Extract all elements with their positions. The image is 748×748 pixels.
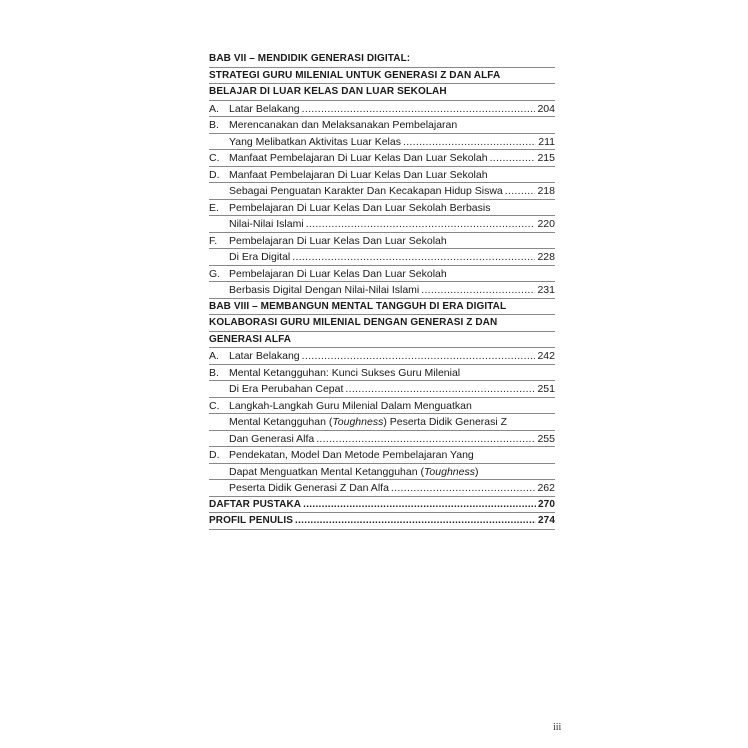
toc-entry[interactable] bbox=[209, 266, 555, 283]
entry-title: Pendekatan, Model Dan Metode Pembelajaran Yang bbox=[229, 449, 474, 461]
toc-entry[interactable] bbox=[209, 398, 555, 415]
entry-title bbox=[229, 414, 507, 431]
entry-page: 242 bbox=[537, 350, 555, 362]
chapter-heading bbox=[209, 315, 555, 332]
entry-letter: E. bbox=[209, 201, 219, 214]
entry-title-part: Dapat Menguatkan Mental Ketangguhan ( bbox=[229, 465, 424, 478]
dot-leader bbox=[303, 497, 536, 514]
entry-letter: C. bbox=[209, 399, 220, 412]
toc-entry[interactable] bbox=[209, 101, 555, 118]
toc-entry-continuation[interactable] bbox=[209, 134, 555, 151]
entry-letter: D. bbox=[209, 449, 220, 461]
entry-page: 262 bbox=[537, 482, 555, 494]
chapter-heading bbox=[209, 332, 555, 349]
dot-leader bbox=[302, 101, 536, 118]
toc-entry-continuation[interactable] bbox=[209, 431, 555, 448]
entry-letter: A. bbox=[209, 102, 219, 115]
dot-leader bbox=[292, 249, 535, 266]
toc-entry-continuation[interactable] bbox=[209, 216, 555, 233]
entry-title: Dan Generasi Alfa bbox=[229, 432, 315, 445]
entry-indent bbox=[209, 464, 229, 481]
entry-page: 228 bbox=[537, 251, 555, 263]
entry-letter: G. bbox=[209, 267, 221, 280]
toc-entry[interactable] bbox=[209, 348, 555, 365]
entry-title: Nilai-Nilai Islami bbox=[229, 218, 304, 230]
entry-title-part: Mental Ketangguhan ( bbox=[229, 416, 333, 428]
entry-indent bbox=[209, 381, 229, 398]
dot-leader bbox=[295, 513, 536, 530]
toc-entry[interactable] bbox=[209, 200, 555, 217]
entry-indent bbox=[209, 216, 229, 233]
entry-page: 270 bbox=[538, 498, 555, 510]
entry-page: 274 bbox=[538, 515, 555, 526]
chapter-title-line: BELAJAR DI LUAR KELAS DAN LUAR SEKOLAH bbox=[209, 86, 447, 97]
entry-letter: D. bbox=[209, 168, 220, 181]
entry-title: DAFTAR PUSTAKA bbox=[209, 498, 302, 510]
chapter-title-line: KOLABORASI GURU MILENIAL DENGAN GENERASI Z DAN bbox=[209, 317, 498, 328]
entry-indent bbox=[209, 431, 229, 448]
entry-title: Peserta Didik Generasi Z Dan Alfa bbox=[229, 482, 389, 494]
entry-title: Mental Ketangguhan: Kunci Sukses Guru Milenial bbox=[229, 366, 461, 379]
toc-entry-continuation[interactable] bbox=[209, 282, 555, 299]
entry-title: Di Era Digital bbox=[229, 251, 291, 263]
entry-page: 251 bbox=[537, 383, 555, 395]
dot-leader bbox=[403, 134, 536, 151]
entry-title: Langkah-Langkah Guru Milenial Dalam Menguatkan bbox=[229, 399, 472, 412]
toc-entry[interactable] bbox=[209, 150, 555, 167]
entry-indent bbox=[209, 480, 229, 497]
entry-title-part: ) bbox=[474, 465, 479, 478]
toc-entry[interactable] bbox=[209, 117, 555, 134]
toc-entry-daftar-pustaka[interactable] bbox=[209, 497, 555, 514]
chapter-heading bbox=[209, 299, 555, 316]
dot-leader bbox=[316, 431, 535, 448]
toc-entry[interactable] bbox=[209, 447, 555, 464]
page-number: iii bbox=[553, 722, 562, 733]
entry-indent bbox=[209, 183, 229, 200]
dot-leader bbox=[505, 183, 536, 200]
entry-letter: B. bbox=[209, 119, 219, 131]
chapter-heading bbox=[209, 84, 555, 101]
entry-title-italic: Toughness bbox=[423, 465, 475, 478]
toc-entry-profil-penulis[interactable] bbox=[209, 513, 555, 530]
entry-title: Pembelajaran Di Luar Kelas Dan Luar Sekolah Berbasis bbox=[229, 201, 491, 214]
table-of-contents bbox=[209, 51, 555, 530]
entry-title: Latar Belakang bbox=[229, 102, 300, 115]
toc-entry-continuation[interactable] bbox=[209, 414, 555, 431]
entry-title: Di Era Perubahan Cepat bbox=[229, 383, 344, 395]
toc-entry-continuation[interactable] bbox=[209, 480, 555, 497]
entry-title: Manfaat Pembelajaran Di Luar Kelas Dan Luar Sekolah bbox=[229, 152, 488, 164]
entry-title: Pembelajaran Di Luar Kelas Dan Luar Sekolah bbox=[229, 267, 447, 280]
entry-title-part: ) Peserta Didik Generasi Z bbox=[383, 416, 508, 428]
entry-title: Merencanakan dan Melaksanakan Pembelajaran bbox=[229, 119, 458, 131]
entry-indent bbox=[209, 134, 229, 151]
toc-entry-continuation[interactable] bbox=[209, 464, 555, 481]
chapter-heading bbox=[209, 51, 555, 68]
entry-title: Berbasis Digital Dengan Nilai-Nilai Islami bbox=[229, 284, 420, 296]
entry-page: 215 bbox=[537, 152, 555, 164]
entry-page: 220 bbox=[537, 218, 555, 230]
dot-leader bbox=[421, 282, 535, 299]
dot-leader bbox=[306, 216, 536, 233]
toc-entry[interactable] bbox=[209, 365, 555, 382]
chapter-title-line: BAB VIII – MEMBANGUN MENTAL TANGGUH DI ERA DIGITAL bbox=[209, 300, 507, 312]
entry-title: Latar Belakang bbox=[229, 350, 300, 362]
chapter-title-line: BAB VII – MENDIDIK GENERASI DIGITAL: bbox=[209, 53, 411, 64]
toc-entry-continuation[interactable] bbox=[209, 381, 555, 398]
entry-page: 255 bbox=[537, 432, 555, 445]
toc-entry-continuation[interactable] bbox=[209, 249, 555, 266]
entry-title: Yang Melibatkan Aktivitas Luar Kelas bbox=[229, 135, 401, 148]
entry-title: Sebagai Penguatan Karakter Dan Kecakapan Hidup Siswa bbox=[229, 185, 503, 197]
entry-indent bbox=[209, 282, 229, 299]
toc-entry-continuation[interactable] bbox=[209, 183, 555, 200]
dot-leader bbox=[302, 348, 536, 365]
entry-page: 218 bbox=[537, 185, 555, 197]
chapter-title-line: GENERASI ALFA bbox=[209, 333, 292, 345]
dot-leader bbox=[345, 381, 535, 398]
entry-page: 211 bbox=[538, 135, 555, 148]
entry-letter: A. bbox=[209, 350, 219, 362]
entry-title: Pembelajaran Di Luar Kelas Dan Luar Sekolah bbox=[229, 234, 447, 247]
entry-letter: F. bbox=[209, 234, 218, 247]
entry-title: Manfaat Pembelajaran Di Luar Kelas Dan Luar Sekolah bbox=[229, 168, 488, 181]
entry-page: 231 bbox=[537, 284, 555, 296]
entry-letter: C. bbox=[209, 152, 220, 164]
dot-leader bbox=[490, 150, 536, 167]
entry-title-italic: Toughness bbox=[332, 416, 384, 428]
entry-page: 204 bbox=[537, 102, 555, 115]
entry-indent bbox=[209, 414, 229, 431]
entry-letter: B. bbox=[209, 366, 219, 379]
dot-leader bbox=[391, 480, 536, 497]
toc-entry[interactable] bbox=[209, 167, 555, 184]
toc-entry[interactable] bbox=[209, 233, 555, 250]
entry-title: PROFIL PENULIS bbox=[209, 515, 294, 526]
entry-indent bbox=[209, 249, 229, 266]
chapter-heading bbox=[209, 68, 555, 85]
entry-title bbox=[229, 464, 478, 481]
chapter-title-line: STRATEGI GURU MILENIAL UNTUK GENERASI Z DAN ALFA bbox=[209, 69, 501, 81]
